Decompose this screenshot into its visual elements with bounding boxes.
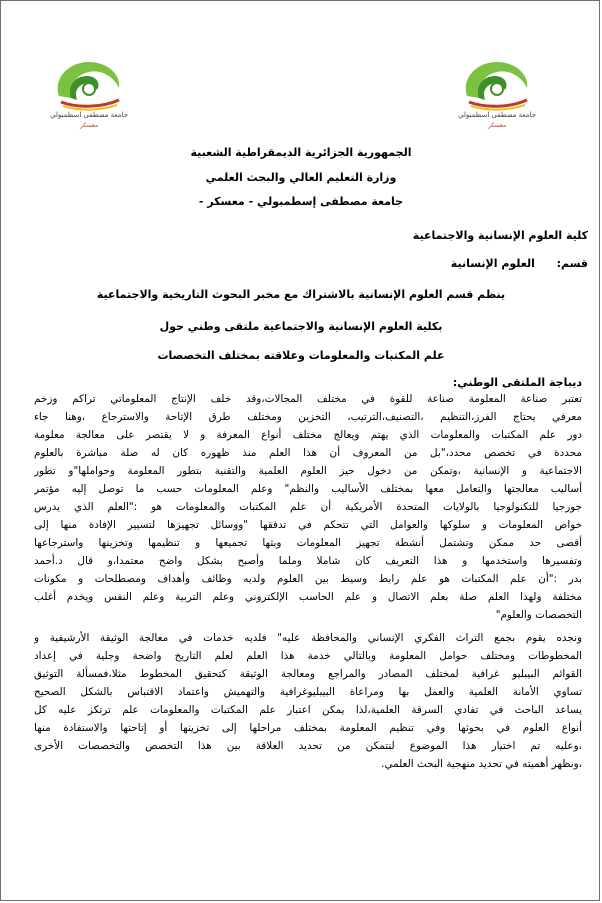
preamble-paragraph-2 [34, 629, 582, 773]
announcement-line-1: ينظم قسم العلوم الإنسانية بالاشتراك مع مخبر البحوث التاريخية والاجتماعية [96, 288, 506, 301]
paragraph-line: وتفسيرها واستخدمها و هذا التعريف كان شاملا وملما وأصبح بشكل واضح معتمدا،و قال د.أحمد [34, 555, 582, 567]
logo-emblem-icon [457, 56, 537, 112]
paragraph-line: دور علم المكتبات والمعلومات الذي يهتم ويعالج مختلف أنواع المعرفة و لا يقتصر على معالجة معلومة [34, 429, 582, 441]
paragraph-line: أقصى حد ممكن وتشتمل أنشطة تجهيز المعلومات وبثها تجميعها و تنظيمها وتخزينها واسترجاعها [34, 537, 582, 549]
paragraph-line: محددة في تخصص محدد،"بل من المعروف أن هذا العلم منذ ظهوره كان له صلة مباشرة بالعلوم [34, 447, 582, 459]
logo-caption-city: معسكر [79, 122, 99, 129]
paragraph-line: ،ونظهر أهميته في تحديد منهجية البحث العلمي. [381, 758, 582, 770]
department-value: العلوم الإنسانية [450, 257, 535, 270]
university-logo-right [457, 56, 537, 136]
logo-caption-name: جامعة مصطفى اسطمبولي [49, 111, 129, 119]
paragraph-line: القوائم البيبليو غرافية لمختلف المصادر والمراجع ومعالجة الوثيقة كتحقيق المخطوط مثلا،فمسألة التوثيق [34, 668, 582, 680]
department-line [451, 257, 588, 270]
paragraph-line: خواص المعلومات و سلوكها والعوامل التي تتحكم في تدفقها "ووسائل تجهيزها لتسيير الإفادة منها إلى [34, 519, 582, 531]
paragraph-line: تساوي الأمانة العلمية والعمل بها ومراعاة البيبليوغرافية والتهميش واعتماد الاقتباس بالشكل الصحيح [34, 686, 582, 698]
announcement-line-2: بكلية العلوم الإنسانية والاجتماعية ملتقى وطني حول [159, 320, 443, 333]
paragraph-line: التخصصات والعلوم" [495, 609, 582, 621]
paragraph-line: أنواع العلوم في بحوثها وفي تنظيم المعلومة بمختلف مراحلها إلى تخزينها أو إتاحتها والاستفادة منها [34, 722, 582, 734]
department-label: قسم: [556, 257, 588, 270]
announcement-line-3: علم المكتبات والمعلومات وعلاقته بمختلف التخصصات [157, 349, 445, 362]
preamble-paragraph-1 [34, 390, 582, 624]
ministry-title: وزارة التعليم العالي والبحث العلمي [205, 171, 397, 184]
paragraph-line: المخطوطات ومختلف حوامل المعلومة وبالتالي خدمة هذا العلم لعلم التاريخ واضحة وجلية في إعداد [34, 650, 582, 662]
logo-caption-city: معسكر [487, 122, 507, 129]
paragraph-line: يساعد الباحث في تفادي السرقة العلمية،لذا يمكن اعتبار علم المكتبات والمعلومات علم ترتكز عليه كل [34, 704, 582, 716]
logo-caption-name: جامعة مصطفى اسطمبولي [457, 111, 537, 119]
paragraph-line: معرفي يحتاج الفرز،التنظيم ،التصنيف،الترتيب، التخزين ومختلف طرق الإتاحة والاسترجاع ،وهنا جاء [34, 411, 582, 423]
preamble-title: ديباجة الملتقى الوطني: [452, 376, 582, 389]
paragraph-line: ونجده يقوم بجمع التراث الفكري الإنساني والمحافظة عليه" فلديه خدمات في معالجة الوثيقة الأرشيفية و [34, 632, 582, 644]
university-logo-left [49, 56, 129, 136]
paragraph-line: تعتبر صناعة المعلومة صناعة للقوة في مختلف المجالات،وقد خلف الإنتاج المعلوماتي تراكم وزخم [34, 393, 582, 405]
paragraph-line: جورجيا للتكنولوجيا بالولايات المتحدة الأمريكية أن علم المكتبات والمعلومات هو :"العلم الذي يدرس [34, 501, 582, 513]
paragraph-line: ،وعليه تم اختيار هذا الموضوع لنتمكن من تحديد العلاقة بين هذا التخصص والتخصصات الأخرى [34, 740, 582, 752]
university-title: جامعة مصطفى إسطمبولي - معسكر - [198, 195, 404, 208]
paragraph-line: مختلفة ولهذا العلم صلة بعلم الاتصال و علم الحاسب الإلكتروني وعلم التربية وعلم النفس ويخدم أغلب [34, 591, 582, 603]
paragraph-line: الاجتماعية و الإنسانية ،وتمكن من دخول حيز العلوم العلمية والتقنية بتطور المعلومة وحواملها"و تطور [34, 465, 582, 477]
republic-title: الجمهورية الجزائرية الديمقراطية الشعبية [190, 146, 412, 159]
paragraph-line: بدر :"أن علم المكتبات هو علم رابط وسيط بين العلوم ولديه وظائف وأهداف ومصطلحات و مكونات [34, 573, 582, 585]
faculty-line: كلية العلوم الإنسانية والاجتماعية [412, 229, 588, 242]
logo-emblem-icon [49, 56, 129, 112]
paragraph-line: أساليب معالجتها والتعامل معها بمختلف الأساليب والنظم" وعلم المعلومات حسب ما توصل إليه مؤتمر [34, 483, 582, 495]
